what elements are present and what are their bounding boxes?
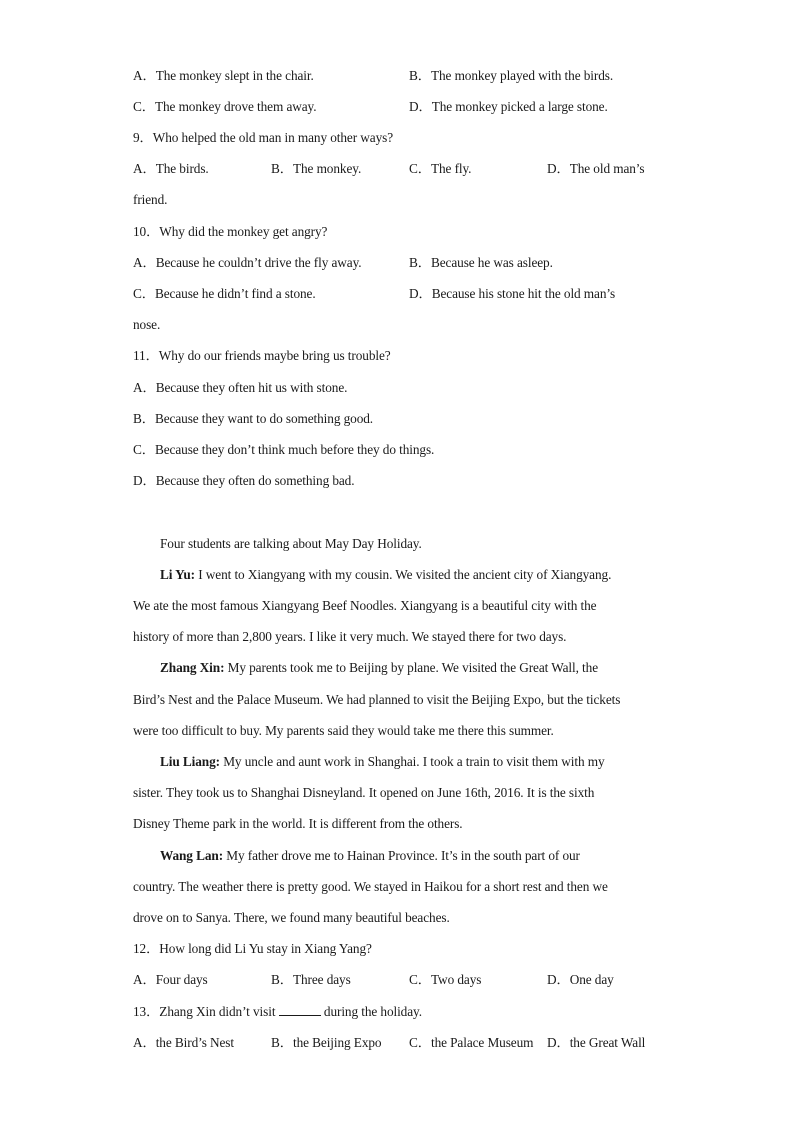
passage-wang-lan-line-1: Wang Lan: My father drove me to Hainan Province. It’s in the south part of our bbox=[160, 848, 580, 863]
speaker-name: Zhang Xin: bbox=[160, 660, 225, 675]
q9-option-b: B．The monkey. bbox=[271, 161, 362, 176]
q12-option-b: B．Three days bbox=[271, 972, 351, 987]
passage-wang-lan-line-3: drove on to Sanya. There, we found many beautiful beaches. bbox=[133, 910, 450, 925]
q11-option-a: A．Because they often hit us with stone. bbox=[133, 380, 348, 395]
q11-stem: 11．Why do our friends maybe bring us trouble? bbox=[133, 348, 391, 363]
passage-liu-liang-line-3: Disney Theme park in the world. It is different from the others. bbox=[133, 816, 463, 831]
q9-option-d: D．The old man’s bbox=[547, 161, 645, 176]
q12-option-d: D．One day bbox=[547, 972, 614, 987]
q13-option-c: C．the Palace Museum bbox=[409, 1035, 534, 1050]
q10-option-b: B．Because he was asleep. bbox=[409, 255, 553, 270]
q10-option-d: D．Because his stone hit the old man’s bbox=[409, 286, 616, 301]
passage-li-yu-line-1: Li Yu: I went to Xiangyang with my cousin. We visited the ancient city of Xiangyang. bbox=[160, 567, 612, 582]
q13-option-d: D．the Great Wall bbox=[547, 1035, 646, 1050]
q12-stem: 12．How long did Li Yu stay in Xiang Yang? bbox=[133, 941, 372, 956]
q9-option-a: A．The birds. bbox=[133, 161, 209, 176]
passage-liu-liang-line-1: Liu Liang: My uncle and aunt work in Shanghai. I took a train to visit them with my bbox=[160, 754, 605, 769]
q13-stem: 13．Zhang Xin didn’t visit during the holiday. bbox=[133, 1004, 422, 1019]
q9-option-d-continued: friend. bbox=[133, 192, 168, 207]
q11-option-c: C．Because they don’t think much before they do things. bbox=[133, 442, 435, 457]
q10-stem: 10．Why did the monkey get angry? bbox=[133, 224, 328, 239]
speaker-name: Li Yu: bbox=[160, 567, 195, 582]
q12-option-c: C．Two days bbox=[409, 972, 482, 987]
passage-intro: Four students are talking about May Day Holiday. bbox=[160, 536, 422, 551]
q8-option-b: B．The monkey played with the birds. bbox=[409, 68, 614, 83]
passage-zhang-xin-line-2: Bird’s Nest and the Palace Museum. We had planned to visit the Beijing Expo, but the tickets bbox=[133, 692, 621, 707]
q9-option-c: C．The fly. bbox=[409, 161, 472, 176]
answer-blank bbox=[279, 1002, 321, 1016]
q13-option-b: B．the Beijing Expo bbox=[271, 1035, 382, 1050]
q10-option-c: C．Because he didn’t find a stone. bbox=[133, 286, 316, 301]
q13-option-a: A．the Bird’s Nest bbox=[133, 1035, 234, 1050]
q8-option-d: D．The monkey picked a large stone. bbox=[409, 99, 608, 114]
passage-liu-liang-line-2: sister. They took us to Shanghai Disneyland. It opened on June 16th, 2016. It is the sixth bbox=[133, 785, 595, 800]
speaker-name: Liu Liang: bbox=[160, 754, 220, 769]
q11-option-d: D．Because they often do something bad. bbox=[133, 473, 355, 488]
q12-option-a: A．Four days bbox=[133, 972, 208, 987]
passage-li-yu-line-3: history of more than 2,800 years. I like it very much. We stayed there for two days. bbox=[133, 629, 567, 644]
q9-stem: 9．Who helped the old man in many other ways? bbox=[133, 130, 393, 145]
q11-option-b: B．Because they want to do something good. bbox=[133, 411, 374, 426]
q8-option-a: A．The monkey slept in the chair. bbox=[133, 68, 314, 83]
speaker-name: Wang Lan: bbox=[160, 848, 224, 863]
passage-wang-lan-line-2: country. The weather there is pretty good. We stayed in Haikou for a short rest and then we bbox=[133, 879, 608, 894]
passage-zhang-xin-line-3: were too difficult to buy. My parents said they would take me there this summer. bbox=[133, 723, 554, 738]
q10-option-d-continued: nose. bbox=[133, 317, 161, 332]
passage-li-yu-line-2: We ate the most famous Xiangyang Beef Noodles. Xiangyang is a beautiful city with the bbox=[133, 598, 597, 613]
q8-option-c: C．The monkey drove them away. bbox=[133, 99, 317, 114]
q10-option-a: A．Because he couldn’t drive the fly away. bbox=[133, 255, 362, 270]
passage-zhang-xin-line-1: Zhang Xin: My parents took me to Beijing by plane. We visited the Great Wall, the bbox=[160, 660, 598, 675]
